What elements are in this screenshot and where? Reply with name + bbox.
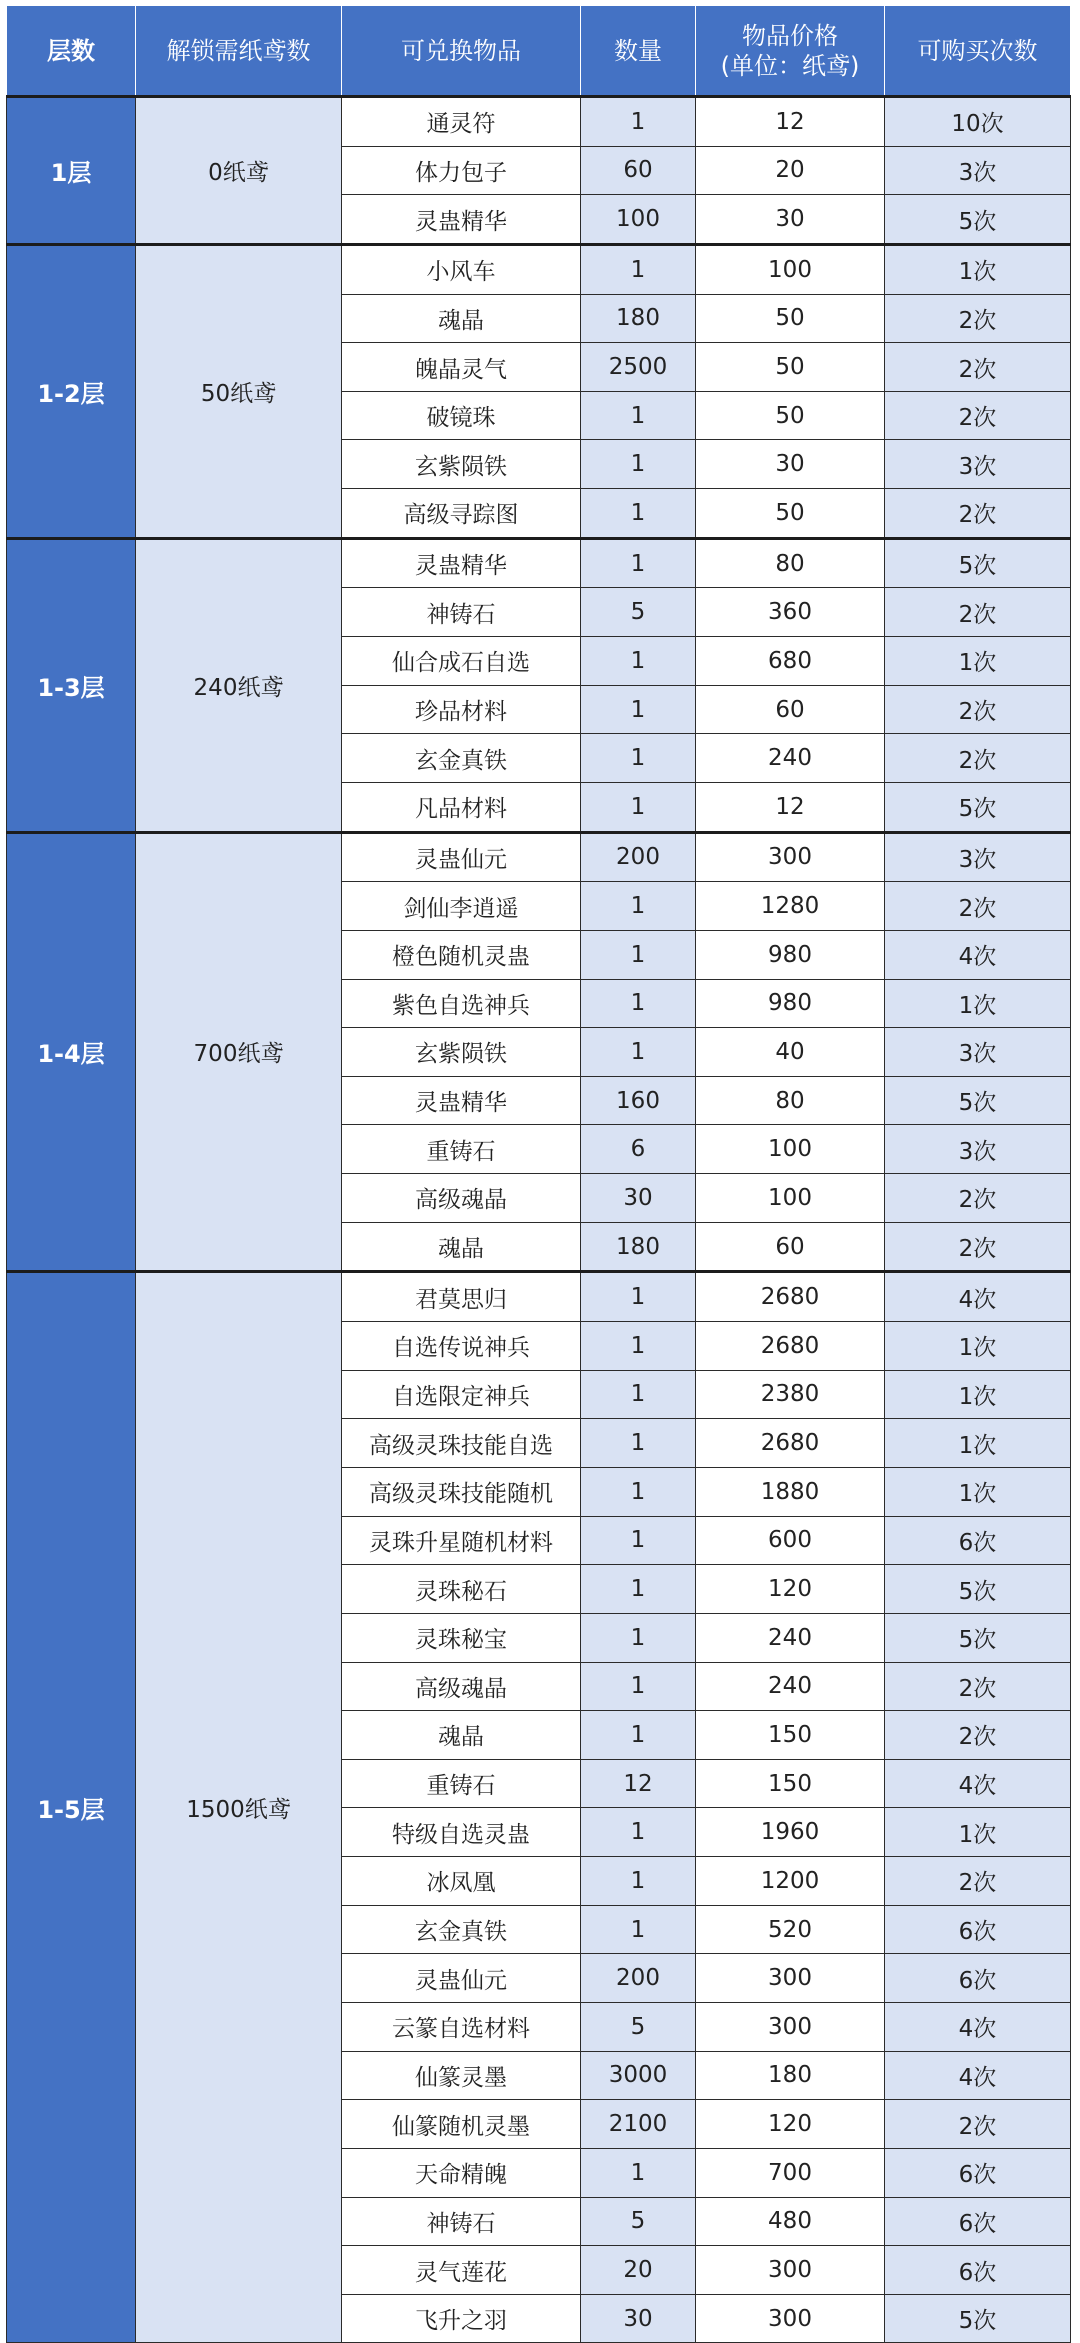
quantity-cell: 1 xyxy=(581,1808,696,1857)
quantity-cell: 1 xyxy=(581,1322,696,1371)
price-cell: 600 xyxy=(696,1516,885,1565)
purchase-limit-cell: 5次 xyxy=(885,1076,1071,1125)
price-cell: 50 xyxy=(696,343,885,392)
item-name-cell: 魂晶 xyxy=(342,1222,581,1272)
floor-cell: 1层 xyxy=(7,97,136,245)
price-cell: 300 xyxy=(696,2002,885,2051)
item-name-cell: 冰凤凰 xyxy=(342,1857,581,1906)
purchase-limit-cell: 1次 xyxy=(885,1419,1071,1468)
item-name-cell: 自选限定神兵 xyxy=(342,1370,581,1419)
quantity-cell: 1 xyxy=(581,1565,696,1614)
quantity-cell: 1 xyxy=(581,882,696,931)
item-name-cell: 玄紫陨铁 xyxy=(342,1028,581,1077)
item-name-cell: 仙合成石自选 xyxy=(342,637,581,686)
item-name-cell: 君莫思归 xyxy=(342,1272,581,1322)
table-row xyxy=(7,538,1071,588)
item-name-cell: 灵蛊仙元 xyxy=(342,832,581,882)
purchase-limit-cell: 6次 xyxy=(885,1954,1071,2003)
purchase-limit-cell: 2次 xyxy=(885,882,1071,931)
price-cell: 100 xyxy=(696,1174,885,1223)
quantity-cell: 2100 xyxy=(581,2100,696,2149)
item-name-cell: 高级灵珠技能自选 xyxy=(342,1419,581,1468)
purchase-limit-cell: 1次 xyxy=(885,1370,1071,1419)
purchase-limit-cell: 3次 xyxy=(885,832,1071,882)
quantity-cell: 1 xyxy=(581,489,696,539)
item-name-cell: 灵气莲花 xyxy=(342,2246,581,2295)
quantity-cell: 1 xyxy=(581,1613,696,1662)
item-name-cell: 剑仙李逍遥 xyxy=(342,882,581,931)
purchase-limit-cell: 3次 xyxy=(885,146,1071,195)
quantity-cell: 160 xyxy=(581,1076,696,1125)
header-price-line2: (单位：纸鸢) xyxy=(720,51,860,80)
purchase-limit-cell: 2次 xyxy=(885,1711,1071,1760)
quantity-cell: 1 xyxy=(581,1857,696,1906)
purchase-limit-cell: 5次 xyxy=(885,195,1071,245)
item-name-cell: 珍品材料 xyxy=(342,685,581,734)
unlock-cost-cell: 700纸鸢 xyxy=(136,832,342,1272)
price-cell: 60 xyxy=(696,1222,885,1272)
quantity-cell: 20 xyxy=(581,2246,696,2295)
item-name-cell: 重铸石 xyxy=(342,1125,581,1174)
item-name-cell: 魄晶灵气 xyxy=(342,343,581,392)
quantity-cell: 100 xyxy=(581,195,696,245)
quantity-cell: 1 xyxy=(581,97,696,147)
price-cell: 2680 xyxy=(696,1419,885,1468)
quantity-cell: 1 xyxy=(581,1419,696,1468)
quantity-cell: 200 xyxy=(581,832,696,882)
price-cell: 60 xyxy=(696,685,885,734)
quantity-cell: 5 xyxy=(581,588,696,637)
purchase-limit-cell: 4次 xyxy=(885,2002,1071,2051)
purchase-limit-cell: 1次 xyxy=(885,1322,1071,1371)
quantity-cell: 30 xyxy=(581,2294,696,2343)
price-cell: 300 xyxy=(696,1954,885,2003)
item-name-cell: 玄金真铁 xyxy=(342,1905,581,1954)
exchange-table-container xyxy=(6,5,1071,2343)
purchase-limit-cell: 2次 xyxy=(885,734,1071,783)
price-cell: 1280 xyxy=(696,882,885,931)
item-name-cell: 灵蛊仙元 xyxy=(342,1954,581,2003)
quantity-cell: 1 xyxy=(581,1662,696,1711)
price-cell: 30 xyxy=(696,195,885,245)
item-name-cell: 仙篆随机灵墨 xyxy=(342,2100,581,2149)
quantity-cell: 1 xyxy=(581,685,696,734)
header-price xyxy=(696,6,885,97)
price-cell: 1960 xyxy=(696,1808,885,1857)
price-cell: 12 xyxy=(696,97,885,147)
quantity-cell: 1 xyxy=(581,930,696,979)
item-name-cell: 神铸石 xyxy=(342,2197,581,2246)
header-item: 可兑换物品 xyxy=(342,6,581,97)
floor-cell: 1-5层 xyxy=(7,1272,136,2343)
price-cell: 300 xyxy=(696,2294,885,2343)
price-cell: 50 xyxy=(696,489,885,539)
purchase-limit-cell: 4次 xyxy=(885,2051,1071,2100)
purchase-limit-cell: 6次 xyxy=(885,1905,1071,1954)
table-row xyxy=(7,1272,1071,1322)
quantity-cell: 1 xyxy=(581,1028,696,1077)
quantity-cell: 2500 xyxy=(581,343,696,392)
price-cell: 2380 xyxy=(696,1370,885,1419)
price-cell: 100 xyxy=(696,244,885,294)
purchase-limit-cell: 4次 xyxy=(885,1759,1071,1808)
unlock-cost-cell: 0纸鸢 xyxy=(136,97,342,245)
item-name-cell: 高级灵珠技能随机 xyxy=(342,1467,581,1516)
item-name-cell: 重铸石 xyxy=(342,1759,581,1808)
item-name-cell: 灵珠升星随机材料 xyxy=(342,1516,581,1565)
purchase-limit-cell: 2次 xyxy=(885,1857,1071,1906)
price-cell: 100 xyxy=(696,1125,885,1174)
price-cell: 120 xyxy=(696,2100,885,2149)
item-name-cell: 灵蛊精华 xyxy=(342,1076,581,1125)
price-cell: 980 xyxy=(696,930,885,979)
item-name-cell: 自选传说神兵 xyxy=(342,1322,581,1371)
price-cell: 520 xyxy=(696,1905,885,1954)
price-cell: 150 xyxy=(696,1711,885,1760)
item-name-cell: 凡品材料 xyxy=(342,782,581,832)
item-name-cell: 灵蛊精华 xyxy=(342,538,581,588)
item-name-cell: 玄金真铁 xyxy=(342,734,581,783)
purchase-limit-cell: 1次 xyxy=(885,979,1071,1028)
quantity-cell: 1 xyxy=(581,1711,696,1760)
purchase-limit-cell: 2次 xyxy=(885,343,1071,392)
item-name-cell: 通灵符 xyxy=(342,97,581,147)
quantity-cell: 1 xyxy=(581,782,696,832)
quantity-cell: 12 xyxy=(581,1759,696,1808)
purchase-limit-cell: 5次 xyxy=(885,1613,1071,1662)
table-row xyxy=(7,832,1071,882)
quantity-cell: 1 xyxy=(581,1516,696,1565)
price-cell: 2680 xyxy=(696,1272,885,1322)
purchase-limit-cell: 1次 xyxy=(885,244,1071,294)
quantity-cell: 1 xyxy=(581,1370,696,1419)
unlock-cost-cell: 1500纸鸢 xyxy=(136,1272,342,2343)
item-name-cell: 魂晶 xyxy=(342,294,581,343)
purchase-limit-cell: 2次 xyxy=(885,391,1071,440)
item-name-cell: 飞升之羽 xyxy=(342,2294,581,2343)
purchase-limit-cell: 4次 xyxy=(885,930,1071,979)
price-cell: 240 xyxy=(696,734,885,783)
quantity-cell: 30 xyxy=(581,1174,696,1223)
purchase-limit-cell: 10次 xyxy=(885,97,1071,147)
floor-cell: 1-2层 xyxy=(7,244,136,538)
item-name-cell: 紫色自选神兵 xyxy=(342,979,581,1028)
quantity-cell: 180 xyxy=(581,294,696,343)
table-header-row xyxy=(7,6,1071,97)
header-floor: 层数 xyxy=(7,6,136,97)
quantity-cell: 5 xyxy=(581,2197,696,2246)
price-cell: 480 xyxy=(696,2197,885,2246)
quantity-cell: 1 xyxy=(581,979,696,1028)
price-cell: 120 xyxy=(696,1565,885,1614)
quantity-cell: 1 xyxy=(581,538,696,588)
price-cell: 80 xyxy=(696,1076,885,1125)
quantity-cell: 60 xyxy=(581,146,696,195)
header-qty: 数量 xyxy=(581,6,696,97)
purchase-limit-cell: 4次 xyxy=(885,1272,1071,1322)
item-name-cell: 神铸石 xyxy=(342,588,581,637)
quantity-cell: 1 xyxy=(581,2148,696,2197)
purchase-limit-cell: 6次 xyxy=(885,2148,1071,2197)
quantity-cell: 1 xyxy=(581,1272,696,1322)
purchase-limit-cell: 1次 xyxy=(885,1808,1071,1857)
quantity-cell: 1 xyxy=(581,391,696,440)
price-cell: 360 xyxy=(696,588,885,637)
purchase-limit-cell: 3次 xyxy=(885,440,1071,489)
price-cell: 300 xyxy=(696,2246,885,2295)
purchase-limit-cell: 1次 xyxy=(885,637,1071,686)
price-cell: 240 xyxy=(696,1662,885,1711)
exchange-table xyxy=(6,5,1071,2343)
quantity-cell: 3000 xyxy=(581,2051,696,2100)
item-name-cell: 天命精魄 xyxy=(342,2148,581,2197)
floor-cell: 1-3层 xyxy=(7,538,136,832)
item-name-cell: 特级自选灵蛊 xyxy=(342,1808,581,1857)
quantity-cell: 1 xyxy=(581,734,696,783)
purchase-limit-cell: 5次 xyxy=(885,538,1071,588)
purchase-limit-cell: 3次 xyxy=(885,1125,1071,1174)
price-cell: 1880 xyxy=(696,1467,885,1516)
quantity-cell: 1 xyxy=(581,637,696,686)
item-name-cell: 仙篆灵墨 xyxy=(342,2051,581,2100)
price-cell: 2680 xyxy=(696,1322,885,1371)
price-cell: 300 xyxy=(696,832,885,882)
item-name-cell: 玄紫陨铁 xyxy=(342,440,581,489)
quantity-cell: 1 xyxy=(581,1467,696,1516)
header-price-line1: 物品价格 xyxy=(742,21,838,50)
price-cell: 700 xyxy=(696,2148,885,2197)
quantity-cell: 1 xyxy=(581,1905,696,1954)
price-cell: 150 xyxy=(696,1759,885,1808)
item-name-cell: 高级寻踪图 xyxy=(342,489,581,539)
purchase-limit-cell: 2次 xyxy=(885,685,1071,734)
item-name-cell: 小风车 xyxy=(342,244,581,294)
purchase-limit-cell: 2次 xyxy=(885,1174,1071,1223)
price-cell: 1200 xyxy=(696,1857,885,1906)
price-cell: 80 xyxy=(696,538,885,588)
item-name-cell: 破镜珠 xyxy=(342,391,581,440)
quantity-cell: 1 xyxy=(581,440,696,489)
purchase-limit-cell: 2次 xyxy=(885,1662,1071,1711)
price-cell: 980 xyxy=(696,979,885,1028)
price-cell: 50 xyxy=(696,294,885,343)
item-name-cell: 高级魂晶 xyxy=(342,1662,581,1711)
floor-cell: 1-4层 xyxy=(7,832,136,1272)
purchase-limit-cell: 2次 xyxy=(885,588,1071,637)
price-cell: 20 xyxy=(696,146,885,195)
purchase-limit-cell: 6次 xyxy=(885,1516,1071,1565)
price-cell: 40 xyxy=(696,1028,885,1077)
table-body xyxy=(7,97,1071,2343)
purchase-limit-cell: 3次 xyxy=(885,1028,1071,1077)
table-row xyxy=(7,97,1071,147)
purchase-limit-cell: 5次 xyxy=(885,2294,1071,2343)
quantity-cell: 200 xyxy=(581,1954,696,2003)
purchase-limit-cell: 2次 xyxy=(885,294,1071,343)
price-cell: 180 xyxy=(696,2051,885,2100)
table-row xyxy=(7,244,1071,294)
quantity-cell: 1 xyxy=(581,244,696,294)
purchase-limit-cell: 5次 xyxy=(885,1565,1071,1614)
purchase-limit-cell: 6次 xyxy=(885,2246,1071,2295)
item-name-cell: 云篆自选材料 xyxy=(342,2002,581,2051)
quantity-cell: 180 xyxy=(581,1222,696,1272)
purchase-limit-cell: 2次 xyxy=(885,1222,1071,1272)
price-cell: 30 xyxy=(696,440,885,489)
item-name-cell: 体力包子 xyxy=(342,146,581,195)
purchase-limit-cell: 6次 xyxy=(885,2197,1071,2246)
item-name-cell: 灵蛊精华 xyxy=(342,195,581,245)
quantity-cell: 5 xyxy=(581,2002,696,2051)
purchase-limit-cell: 5次 xyxy=(885,782,1071,832)
purchase-limit-cell: 2次 xyxy=(885,2100,1071,2149)
price-cell: 680 xyxy=(696,637,885,686)
price-cell: 12 xyxy=(696,782,885,832)
purchase-limit-cell: 1次 xyxy=(885,1467,1071,1516)
quantity-cell: 6 xyxy=(581,1125,696,1174)
header-unlock: 解锁需纸鸢数 xyxy=(136,6,342,97)
unlock-cost-cell: 240纸鸢 xyxy=(136,538,342,832)
price-cell: 240 xyxy=(696,1613,885,1662)
purchase-limit-cell: 2次 xyxy=(885,489,1071,539)
header-times: 可购买次数 xyxy=(885,6,1071,97)
unlock-cost-cell: 50纸鸢 xyxy=(136,244,342,538)
price-cell: 50 xyxy=(696,391,885,440)
item-name-cell: 高级魂晶 xyxy=(342,1174,581,1223)
item-name-cell: 橙色随机灵蛊 xyxy=(342,930,581,979)
item-name-cell: 灵珠秘石 xyxy=(342,1565,581,1614)
item-name-cell: 魂晶 xyxy=(342,1711,581,1760)
item-name-cell: 灵珠秘宝 xyxy=(342,1613,581,1662)
